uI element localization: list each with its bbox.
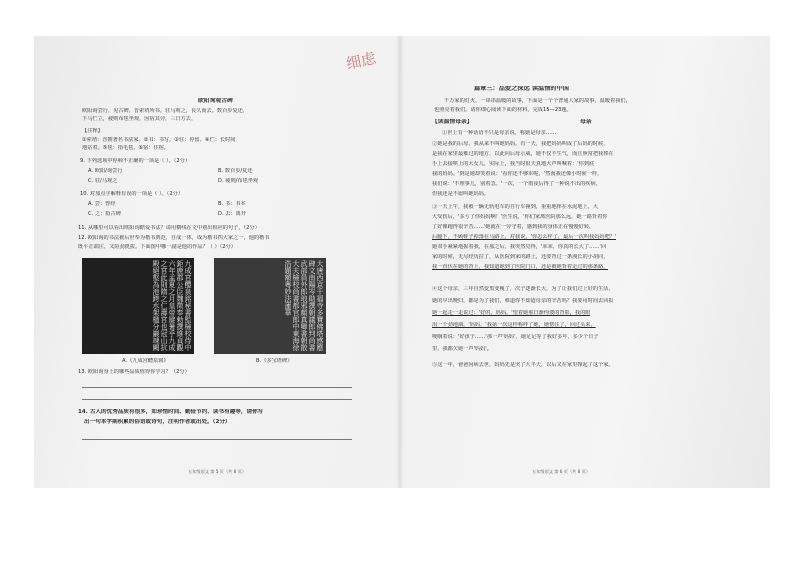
story-title: 母亲 xyxy=(580,119,592,125)
notes-header: 【注释】 xyxy=(82,128,103,134)
notes-line-1: ①索靖：晋朝著名书法家。②书：书写。③驻：停留。④伫：长时间 xyxy=(82,137,236,143)
right-page xyxy=(432,36,752,488)
reading-box-label: 【读温情母亲】 xyxy=(432,119,473,125)
para-line-17: 她一起走一走说过：'好的，妈妈。'望着她那日渐佝偻的背影，我的眼 xyxy=(432,310,591,316)
para-line-12: 她双手紧紧地握着我，在那之后，我突然觉得，'乖乖，你真的长大了……'回 xyxy=(432,244,607,250)
left-page xyxy=(78,36,378,488)
section-title: 篇章三：品爱之深远 读温情的中国 xyxy=(474,86,569,92)
calligraphy-image-b[interactable]: 大唐西京千福寺多寶佛塔感應碑文南陽岑勛撰朝議郎判尚書武部員外郎琅邪顏真卿書朝散大夫檢校尚書都官郎中東海徐浩題額粵妙法蓮華 xyxy=(214,258,326,354)
question-14-line-1: 14. 古人的优秀品质有很多，如珍惜时间、勤俭节约、读书有趣等，请你写 xyxy=(78,409,264,415)
para-line-14: 我一直伏在她的背上，我知道她到了医院门口，还是被她背着走过的那条路。 xyxy=(432,264,609,270)
para-line-15: ④这个母亲，三年自然变黑变瘦了，次子逐渐长大，为了让我们过上好的生活， xyxy=(432,286,614,292)
answer-line-13a[interactable] xyxy=(82,387,352,388)
question-12-line-2: 既平正端庄，又险劲挺拔。下面图中哪一副是他的作品？（ ）（2分） xyxy=(78,244,236,250)
passage-line-2: 下马伫立，疲则布毯坐观，因宿其旁，三日方去。 xyxy=(82,116,197,122)
answer-line-14[interactable] xyxy=(82,439,352,440)
right-page-footer: 五年级语文 第 6 页（共 8 页） xyxy=(532,469,591,474)
question-13: 13. 欧阳询身上的哪些品质值得你学习？（2分） xyxy=(78,369,190,375)
q10-option-a[interactable]: A. 尝：曾经 xyxy=(88,201,116,207)
para-line-16: 她的早出晚归，都是为了我们，难道你不知道母亲的辛苦吗？我要用时间去回报 xyxy=(432,298,614,304)
handwritten-mark: 细虑 xyxy=(344,49,378,73)
q10-option-d[interactable]: D. 去：离开 xyxy=(218,211,247,217)
para-line-2: ②她是我的后母，我从来不叫她妈妈。有一天，我把妈妈叫成了后妈的时候， xyxy=(432,141,609,147)
q10-option-b[interactable]: B. 书：书本 xyxy=(218,201,246,207)
image-a-label: A.《九成宫醴泉铭》 xyxy=(122,358,169,364)
para-line-19: 哽咽着说：'好孩子……'那一声'妈妈'，她足足等了我好多年，多少个日子 xyxy=(432,334,599,340)
q9-option-a[interactable]: A. 欧阳/询尝行 xyxy=(88,168,123,174)
para-line-11: 后腿下，不顾鞋子掉落在马路上，对我说，'你怎么样了，最后一次叫我妈妈吧？' xyxy=(432,234,617,240)
passage-line-1: 欧阳询尝行，见古碑，晋索靖所书。驻马观之，良久而去。数百步复还， xyxy=(82,108,249,114)
calligraphy-image-a[interactable]: 九成宮醴泉銘秘書監檢校侍中鉅鹿郡公臣魏徵奉勅撰維貞觀六年孟夏之月皇帝避暑乎九成之宮此則隋之仁壽宮也冠山抗殿絕壑為池跨水架楹分巖竦闕 xyxy=(82,258,194,354)
passage-title: 欧阳询观古碑 xyxy=(198,98,233,104)
question-9: 9. 下列选项中停顿不正确的一项是（ ）。（2分） xyxy=(80,158,191,164)
para-line-6: 我们说：'不理事儿，别着急。'一次，一个雨夜后得了一种说不出的疾病， xyxy=(432,181,601,187)
para-line-9: 大受伤后，'多亏了你妈妈啊！'医生说，'你们家离医院那么远，她一路背着你 xyxy=(432,214,608,220)
question-12-line-1: 12. 欧阳询的书法被后世奉为楷书典范，自成一体，成为楷书四大家之一，他的楷书 xyxy=(78,235,270,241)
left-page-footer: 五年级语文 第 5 页（共 8 页） xyxy=(188,469,247,474)
question-10: 10. 对加点字解释有误的一项是（ ）。（2分） xyxy=(80,191,184,197)
notes-line-2: 地站着。⑤毯：指毛毯。⑥宿：住宿。 xyxy=(82,145,170,151)
q9-option-c[interactable]: C. 驻/马观之 xyxy=(88,178,118,184)
para-line-7: 但我还是不愿叫她妈妈。 xyxy=(432,191,490,197)
para-line-13: 家的时候，无尽经历拉了，从医院到家的路上，还要背过一条漫长的小胡同， xyxy=(432,254,609,260)
question-11: 11. 从哪里可以看出欧阳询酷爱书法？请用横线在文中划出相应的句子。（2分） xyxy=(78,225,260,231)
para-line-21: ⑤这一年，爸爸因病去世，妈妈先是哭了大半天，以后又在家里撑起了这个家。 xyxy=(432,362,614,368)
intro-line-2: 也照亮着我们。请你细心阅读下面的材料，完成15—23题。 xyxy=(434,107,572,113)
para-line-10: 了好像跑得很辛苦……'她就在一旁守着，感到我的身体正在慢慢好转， xyxy=(432,224,595,230)
image-b-label: B.《多宝塔碑》 xyxy=(256,358,293,364)
scanned-exam-photo xyxy=(34,36,770,488)
intro-line-1: 千万家的灯火，一串串温暖的故事，下面是一个个普通人家的故事，温暖着我们， xyxy=(444,98,631,104)
q9-option-d[interactable]: D. 疲则/布毯坐观 xyxy=(218,178,259,184)
page-gutter xyxy=(396,36,404,488)
q10-option-c[interactable]: C. 之：指古碑 xyxy=(88,211,121,217)
para-line-20: 里，我都欠她一声'妈妈'。 xyxy=(432,346,492,352)
para-line-1: ①世上有一种话语不只是母亲说，称她是母亲…… xyxy=(442,130,557,136)
para-line-3: 是我在家里最难过的地方，以此向后母示威，她不仅不生气，而且照常把我捧在 xyxy=(432,151,614,157)
para-line-8: ③一天上午，我被一辆无轨电车的自行车撞到，重重地摔在水泥地上，大 xyxy=(432,204,599,210)
para-line-5: 我的妈妈。'倒是她却笑着说：'看你还不够乖呢，'然而我还像小时候一样， xyxy=(432,171,603,177)
answer-line-13b[interactable] xyxy=(82,399,352,400)
para-line-18: 泪一个劲地淌。'妈妈，'我第一次这样称呼了她，她愣住了，回过头来， xyxy=(432,322,596,328)
question-14-line-2: 出一句本学期积累的俗语或诗句，注明作者或出处。（2分） xyxy=(84,419,231,425)
para-line-4: 手上去接哄上的大女儿，实际上，我当时很天真地大声叫喊着：'你到底 xyxy=(432,161,595,167)
q9-option-b[interactable]: B. 数百步/复还 xyxy=(218,168,253,174)
